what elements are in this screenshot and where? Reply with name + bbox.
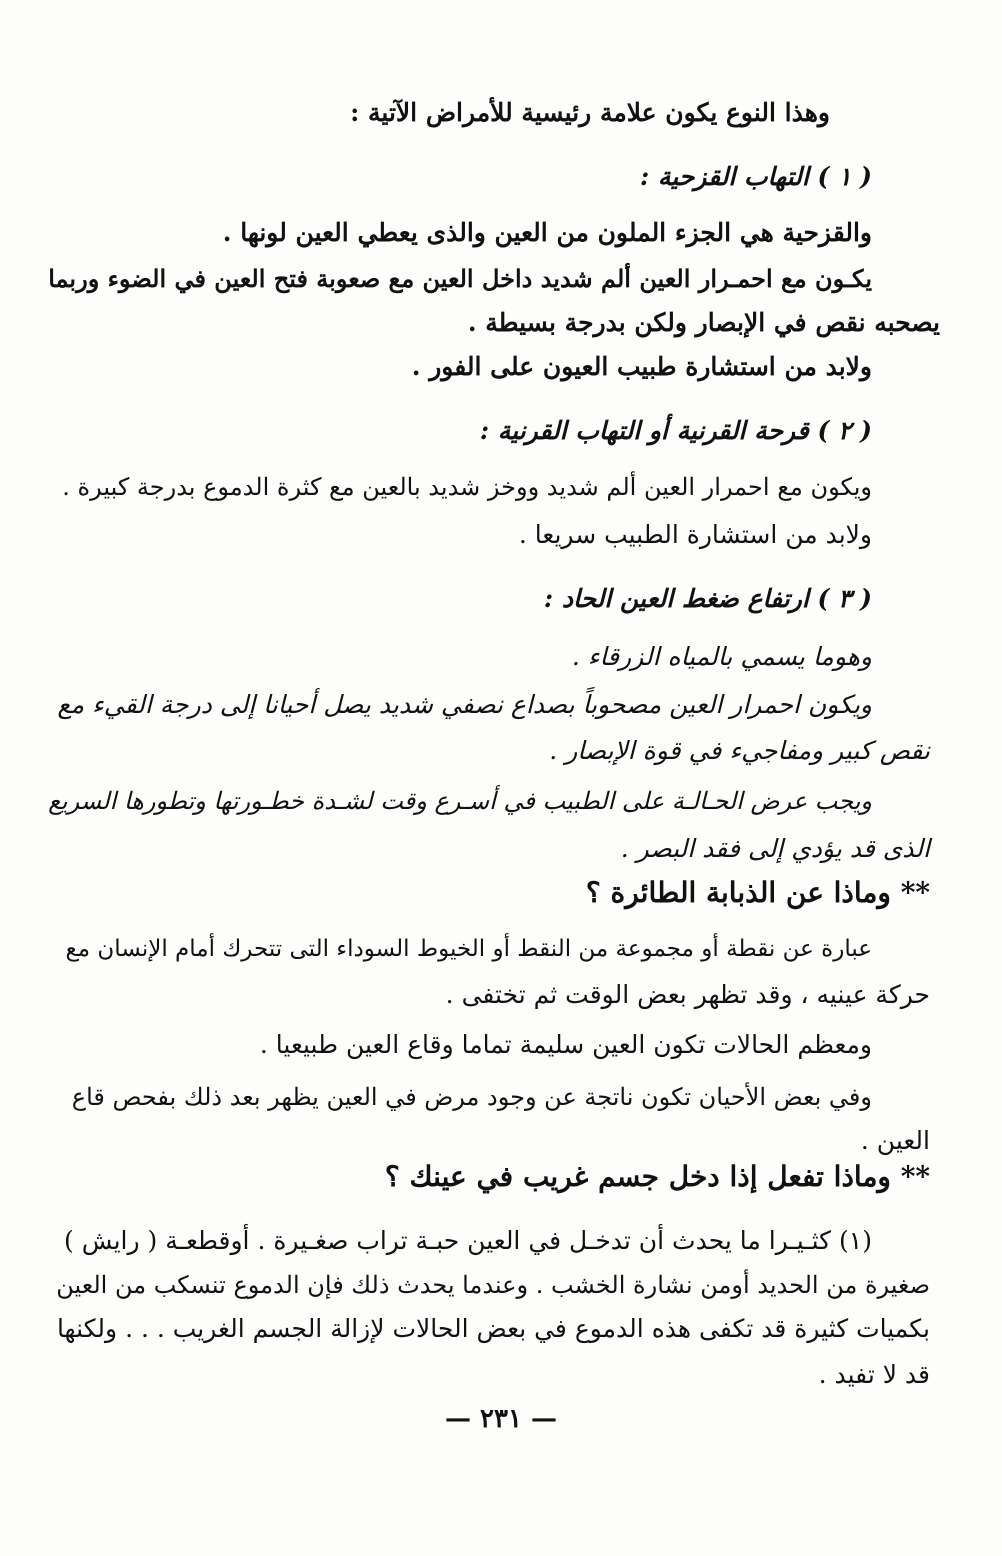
section-floaters-title: ** وماذا عن الذبابة الطائرة ؟ bbox=[585, 876, 930, 909]
section-floaters-line-3: ومعظم الحالات تكون العين سليمة تماما وقاع العين طبيعيا . bbox=[259, 1030, 872, 1059]
item3-line-5: الذى قد يؤدي إلى فقد البصر . bbox=[620, 834, 930, 863]
item1-heading: ( ١ ) التهاب القزحية : bbox=[639, 162, 872, 191]
intro-line: وهذا النوع يكون علامة رئيسية للأمراض الآتية : bbox=[350, 98, 830, 127]
item2-line-2: ولابد من استشارة الطبيب سريعا . bbox=[518, 520, 872, 549]
section-floaters-line-1: عبارة عن نقطة أو مجموعة من النقط أو الخيوط السوداء التى تتحرك أمام الإنسان مع bbox=[65, 936, 872, 962]
item3-line-3: نقص كبير ومفاجيء في قوة الإبصار . bbox=[549, 736, 930, 765]
section-foreign-body-line-2: صغيرة من الحديد أومن نشارة الخشب . وعندما يحدث ذلك فإن الدموع تنسكب من العين bbox=[56, 1271, 930, 1299]
section-foreign-body-line-1: (١) كثـيـرا ما يحدث أن تدخـل في العين حبـة تراب صغـيرة . أوقطعـة ( رايش ) bbox=[64, 1226, 872, 1255]
section-foreign-body-title: ** وماذا تفعل إذا دخل جسم غريب في عينك ؟ bbox=[384, 1160, 930, 1193]
item1-line-1: والقزحية هي الجزء الملون من العين والذى يعطي العين لونها . bbox=[222, 218, 872, 247]
item3-line-4: ويجب عرض الحـالـة على الطبيب في أسـرع وقت لشـدة خطـورتها وتطورها السريع bbox=[48, 787, 872, 815]
page-number: — ٢٣١ — bbox=[444, 1404, 558, 1434]
item1-line-4: ولابد من استشارة طبيب العيون على الفور . bbox=[411, 352, 872, 381]
item2-line-1: ويكون مع احمرار العين ألم شديد ووخز شديد بالعين مع كثرة الدموع بدرجة كبيرة . bbox=[62, 473, 872, 501]
section-floaters-line-5: العين . bbox=[860, 1126, 930, 1155]
section-foreign-body-line-3: بكميات كثيرة قد تكفى هذه الدموع في بعض الحالات لإزالة الجسم الغريب . . . ولكنها bbox=[56, 1314, 930, 1343]
item3-line-1: وهوما يسمي بالمياه الزرقاء . bbox=[571, 642, 872, 671]
section-floaters-line-4: وفي بعض الأحيان تكون ناتجة عن وجود مرض في العين يظهر بعد ذلك بفحص قاع bbox=[71, 1083, 872, 1111]
item2-heading: ( ٢ ) قرحة القرنية أو التهاب القرنية : bbox=[479, 416, 872, 445]
item3-line-2: ويكون احمرار العين مصحوباً بصداع نصفي شديد يصل أحيانا إلى درجة القيء مع bbox=[57, 690, 872, 719]
section-floaters-line-2: حركة عينيه ، وقد تظهر بعض الوقت ثم تختفى . bbox=[445, 980, 930, 1009]
item3-heading: ( ٣ ) ارتفاع ضغط العين الحاد : bbox=[543, 584, 872, 613]
item1-line-2: يكـون مع احمـرار العين ألم شديد داخل العين مع صعوبة فتح العين في الضوء وربما bbox=[48, 264, 872, 293]
section-foreign-body-line-4: قد لا تفيد . bbox=[818, 1360, 930, 1389]
item1-line-3: يصحبه نقص في الإبصار ولكن بدرجة بسيطة . bbox=[467, 308, 940, 337]
